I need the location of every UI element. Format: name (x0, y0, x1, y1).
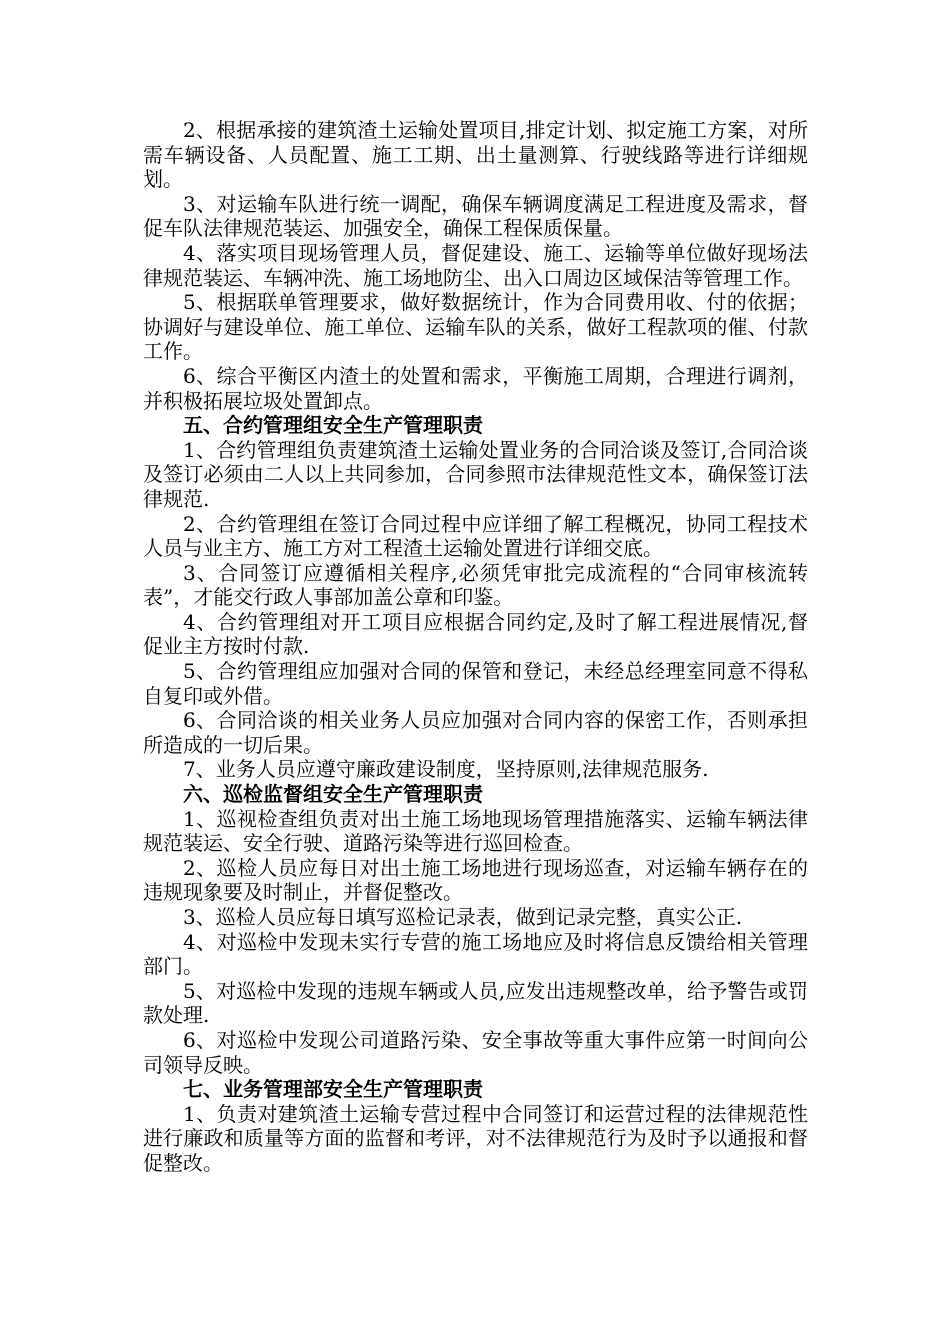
section-heading: 七、业务管理部安全生产管理职责 (183, 1077, 483, 1102)
paragraph: 6、合同洽谈的相关业务人员应加强对合同内容的保密工作，否则承担所造成的一切后果。 (143, 708, 808, 757)
paragraph: 4、落实项目现场管理人员，督促建设、施工、运输等单位做好现场法律规范装运、车辆冲洗、施工场地防尘、出入口周边区域保洁等管理工作。 (143, 240, 808, 290)
paragraph: 3、对运输车队进行统一调配，确保车辆调度满足工程进度及需求，督促车队法律规范装运、加强安全，确保工程保质保量。 (143, 191, 808, 241)
paragraph: 6、对巡检中发现公司道路污染、安全事故等重大事件应第一时间向公司领导反映。 (143, 1027, 808, 1077)
paragraph: 1、巡视检查组负责对出土施工场地现场管理措施落实、运输车辆法律规范装运、安全行驶、道路污染等进行巡回检查。 (143, 806, 808, 856)
paragraph: 5、合约管理组应加强对合同的保管和登记，未经总经理室同意不得私自复印或外借。 (143, 659, 808, 708)
paragraph: 2、根据承接的建筑渣土运输处置项目,排定计划、拟定施工方案，对所需车辆设备、人员配置、施工工期、出土量测算、行驶线路等进行详细规划。 (143, 118, 808, 192)
paragraph: 1、负责对建筑渣土运输专营过程中合同签订和运营过程的法律规范性进行廉政和质量等方面的监督和考评，对不法律规范行为及时予以通报和督促整改。 (143, 1101, 808, 1175)
section-heading: 六、巡检监督组安全生产管理职责 (183, 782, 483, 807)
paragraph: 3、合同签订应遵循相关程序,必须凭审批完成流程的“合同审核流转表”，才能交行政人事部加盖公章和印鉴。 (143, 560, 808, 610)
paragraph: 4、对巡检中发现未实行专营的施工场地应及时将信息反馈给相关管理部门。 (143, 929, 808, 979)
paragraph: 6、综合平衡区内渣土的处置和需求，平衡施工周期，合理进行调剂，并积极拓展垃圾处置卸点。 (143, 363, 808, 413)
paragraph: 1、合约管理组负责建筑渣土运输处置业务的合同洽谈及签订,合同洽谈及签订必须由二人以上共同参加，合同参照市法律规范性文本，确保签订法律规范. (143, 437, 808, 511)
paragraph: 5、对巡检中发现的违规车辆或人员,应发出违规整改单，给予警告或罚款处理. (143, 978, 808, 1028)
paragraph: 7、业务人员应遵守廉政建设制度，坚持原则,法律规范服务. (183, 757, 709, 782)
document-body (143, 118, 808, 1176)
paragraph: 4、合约管理组对开工项目应根据合同约定,及时了解工程进展情况,督促业主方按时付款. (143, 609, 808, 659)
section-heading: 五、合约管理组安全生产管理职责 (183, 413, 483, 438)
paragraph: 2、巡检人员应每日对出土施工场地进行现场巡查，对运输车辆存在的违规现象要及时制止，并督促整改。 (143, 855, 808, 905)
paragraph: 2、合约管理组在签订合同过程中应详细了解工程概况，协同工程技术人员与业主方、施工方对工程渣土运输处置进行详细交底。 (143, 511, 808, 561)
paragraph: 3、巡检人员应每日填写巡检记录表，做到记录完整，真实公正. (183, 905, 743, 929)
paragraph: 5、根据联单管理要求，做好数据统计，作为合同费用收、付的依据；协调好与建设单位、施工单位、运输车队的关系，做好工程款项的催、付款工作。 (143, 290, 808, 364)
